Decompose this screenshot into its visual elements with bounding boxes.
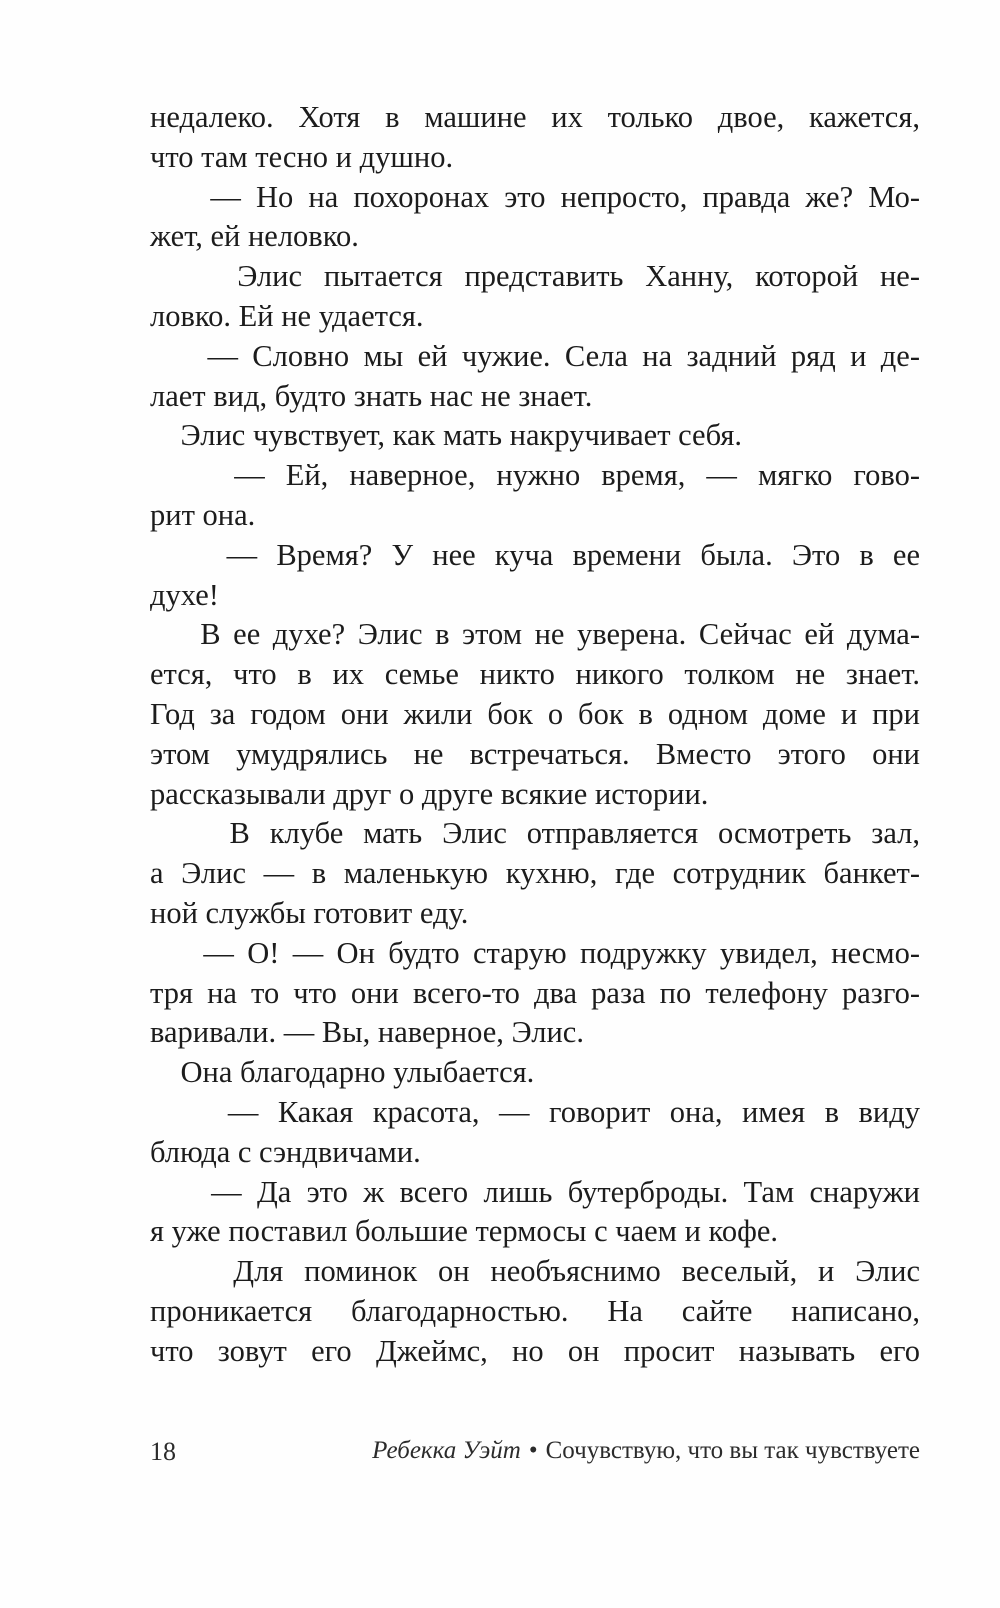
- page-footer: [150, 1437, 920, 1477]
- text-line: — О! — Он будто старую подружку увидел, несмо-: [150, 935, 920, 970]
- text-line: ной службы готовит еду.: [150, 895, 469, 930]
- text-line: — Ей, наверное, нужно время, — мягко гово-: [150, 458, 920, 493]
- text-line: — Какая красота, — говорит она, имея в виду: [150, 1094, 920, 1129]
- text-line: что там тесно и душно.: [150, 139, 454, 174]
- text-line: рит она.: [150, 497, 256, 532]
- text-line: — Но на похоронах это непросто, правда же? Мо-: [150, 179, 920, 214]
- text-line: Она благодарно улыбается.: [150, 1055, 535, 1090]
- text-line: жет, ей неловко.: [150, 219, 359, 254]
- page-number: 18: [150, 1437, 176, 1466]
- running-head-author: Ребекка Уэйт: [372, 1437, 521, 1464]
- text-line: — Да это ж всего лишь бутерброды. Там снаружи: [150, 1174, 920, 1209]
- text-line: лает вид, будто знать нас не знает.: [150, 378, 593, 413]
- text-line: тря на то что они всего-то два раза по телефону разго-: [150, 975, 920, 1010]
- text-line: ется, что в их семье никто никого толком не знает.: [150, 657, 920, 692]
- text-line: В ее духе? Элис в этом не уверена. Сейчас ей дума-: [150, 617, 920, 652]
- text-line: варивали. — Вы, наверное, Элис.: [150, 1015, 584, 1050]
- text-line: блюда с сэндвичами.: [150, 1134, 421, 1169]
- text-line: недалеко. Хотя в машине их только двое, кажется,: [150, 100, 920, 134]
- text-line: что зовут его Джеймс, но он просит называть его: [150, 1333, 920, 1368]
- text-line: я уже поставил большие термосы с чаем и кофе.: [150, 1214, 778, 1249]
- text-line: Элис пытается представить Ханну, которой не-: [150, 259, 920, 294]
- running-head: [372, 1437, 920, 1465]
- text-line: этом умудрялись не встречаться. Вместо этого они: [150, 736, 920, 771]
- text-line: Год за годом они жили бок о бок в одном доме и при: [150, 696, 920, 731]
- text-line: В клубе мать Элис отправляется осмотреть зал,: [150, 816, 920, 851]
- text-line: Для поминок он необъяснимо веселый, и Элис: [150, 1254, 920, 1289]
- text-line: а Элис — в маленькую кухню, где сотрудник банкет-: [150, 856, 920, 891]
- running-head-separator: •: [528, 1437, 538, 1464]
- text-line: проникается благодарностью. На сайте написано,: [150, 1293, 920, 1328]
- text-line: Элис чувствует, как мать накручивает себя.: [150, 418, 743, 453]
- running-head-title: Сочувствую, что вы так чувствуете: [545, 1437, 920, 1464]
- text-line: рассказывали друг о друге всякие истории.: [150, 776, 709, 811]
- body-text: [150, 98, 920, 1372]
- text-line: ловко. Ей не удается.: [150, 298, 424, 333]
- text-line: — Время? У нее куча времени была. Это в ее: [150, 537, 920, 572]
- text-line: — Словно мы ей чужие. Села на задний ряд и де-: [150, 338, 920, 373]
- text-line: духе!: [150, 577, 219, 612]
